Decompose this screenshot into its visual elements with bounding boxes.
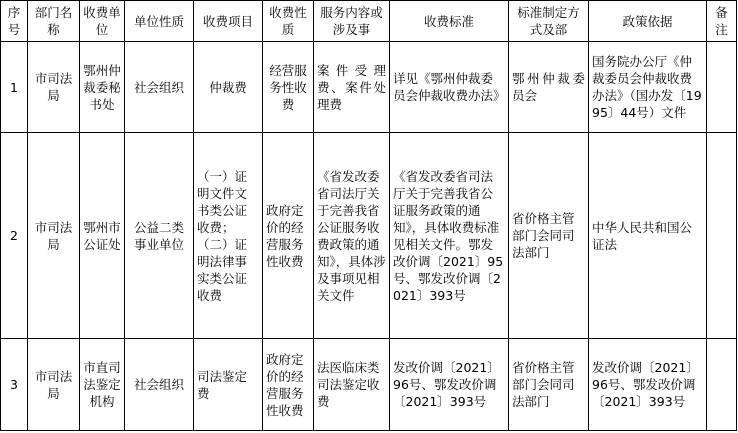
cell-department: 市司法局 bbox=[28, 133, 80, 339]
cell-standard: 详见《鄂州仲裁委员会仲裁收费办法》 bbox=[390, 42, 509, 133]
cell-item: 司法鉴定费 bbox=[194, 339, 263, 431]
table-row bbox=[1, 133, 737, 339]
table-row bbox=[1, 42, 737, 133]
header-row bbox=[1, 1, 737, 42]
cell-content: 法医临床类司法鉴定收费 bbox=[314, 339, 390, 431]
cell-content: 《省发改委省司法厅关于完善我省公证服务收费政策的通知》，具体涉及事项见相关文件 bbox=[314, 133, 390, 339]
header-department: 部门名称 bbox=[28, 1, 80, 42]
cell-fee-nature: 经营服务性收费 bbox=[263, 42, 314, 133]
cell-item: （一）证明文件文书类公证收费；（二）证明法律事实类公证收费 bbox=[194, 133, 263, 339]
cell-department: 市司法局 bbox=[28, 339, 80, 431]
header-fee-nature: 收费性质 bbox=[263, 1, 314, 42]
header-index: 序号 bbox=[1, 1, 28, 42]
header-maker: 标准制定方式及部 bbox=[509, 1, 589, 42]
cell-basis: 国务院办公厅《仲裁委员会仲裁收费办法》（国办发〔1995〕44号）文件 bbox=[589, 42, 707, 133]
header-basis: 政策依据 bbox=[589, 1, 707, 42]
cell-basis: 中华人民共和国公证法 bbox=[589, 133, 707, 339]
cell-index: 3 bbox=[1, 339, 28, 431]
cell-unit: 鄂州仲裁委秘书处 bbox=[80, 42, 125, 133]
cell-note bbox=[707, 133, 737, 339]
cell-index: 1 bbox=[1, 42, 28, 133]
cell-fee-nature: 政府定价的经营服务性收费 bbox=[263, 339, 314, 431]
cell-maker: 省价格主管部门会同司法部门 bbox=[509, 133, 589, 339]
cell-maker: 省价格主管部门会同司法部门 bbox=[509, 339, 589, 431]
cell-department: 市司法局 bbox=[28, 42, 80, 133]
header-item: 收费项目 bbox=[194, 1, 263, 42]
cell-maker: 鄂州仲裁委员会 bbox=[509, 42, 589, 133]
cell-standard: 《省发改委省司法厅关于完善我省公证服务政策的通知》，具体收费标准见相关文件。鄂发改价调〔2021〕95号、鄂发改价调〔2021〕393号 bbox=[390, 133, 509, 339]
cell-unit: 鄂州市公证处 bbox=[80, 133, 125, 339]
cell-basis: 发改价调〔2021〕96号、鄂发改价调〔2021〕393号 bbox=[589, 339, 707, 431]
cell-unit: 市直司法鉴定机构 bbox=[80, 339, 125, 431]
header-nature: 单位性质 bbox=[125, 1, 194, 42]
cell-item: 仲裁费 bbox=[194, 42, 263, 133]
cell-nature: 社会组织 bbox=[125, 42, 194, 133]
cell-nature: 社会组织 bbox=[125, 339, 194, 431]
header-content: 服务内容或涉及事 bbox=[314, 1, 390, 42]
cell-nature: 公益二类事业单位 bbox=[125, 133, 194, 339]
cell-index: 2 bbox=[1, 133, 28, 339]
header-note: 备注 bbox=[707, 1, 737, 42]
cell-note bbox=[707, 42, 737, 133]
table-row bbox=[1, 339, 737, 431]
cell-content: 案件受理费、案件处理费 bbox=[314, 42, 390, 133]
header-standard: 收费标准 bbox=[390, 1, 509, 42]
cell-standard: 发改价调〔2021〕96号、鄂发改价调〔2021〕393号 bbox=[390, 339, 509, 431]
cell-fee-nature: 政府定价的经营服务性收费 bbox=[263, 133, 314, 339]
cell-note bbox=[707, 339, 737, 431]
header-unit: 收费单位 bbox=[80, 1, 125, 42]
